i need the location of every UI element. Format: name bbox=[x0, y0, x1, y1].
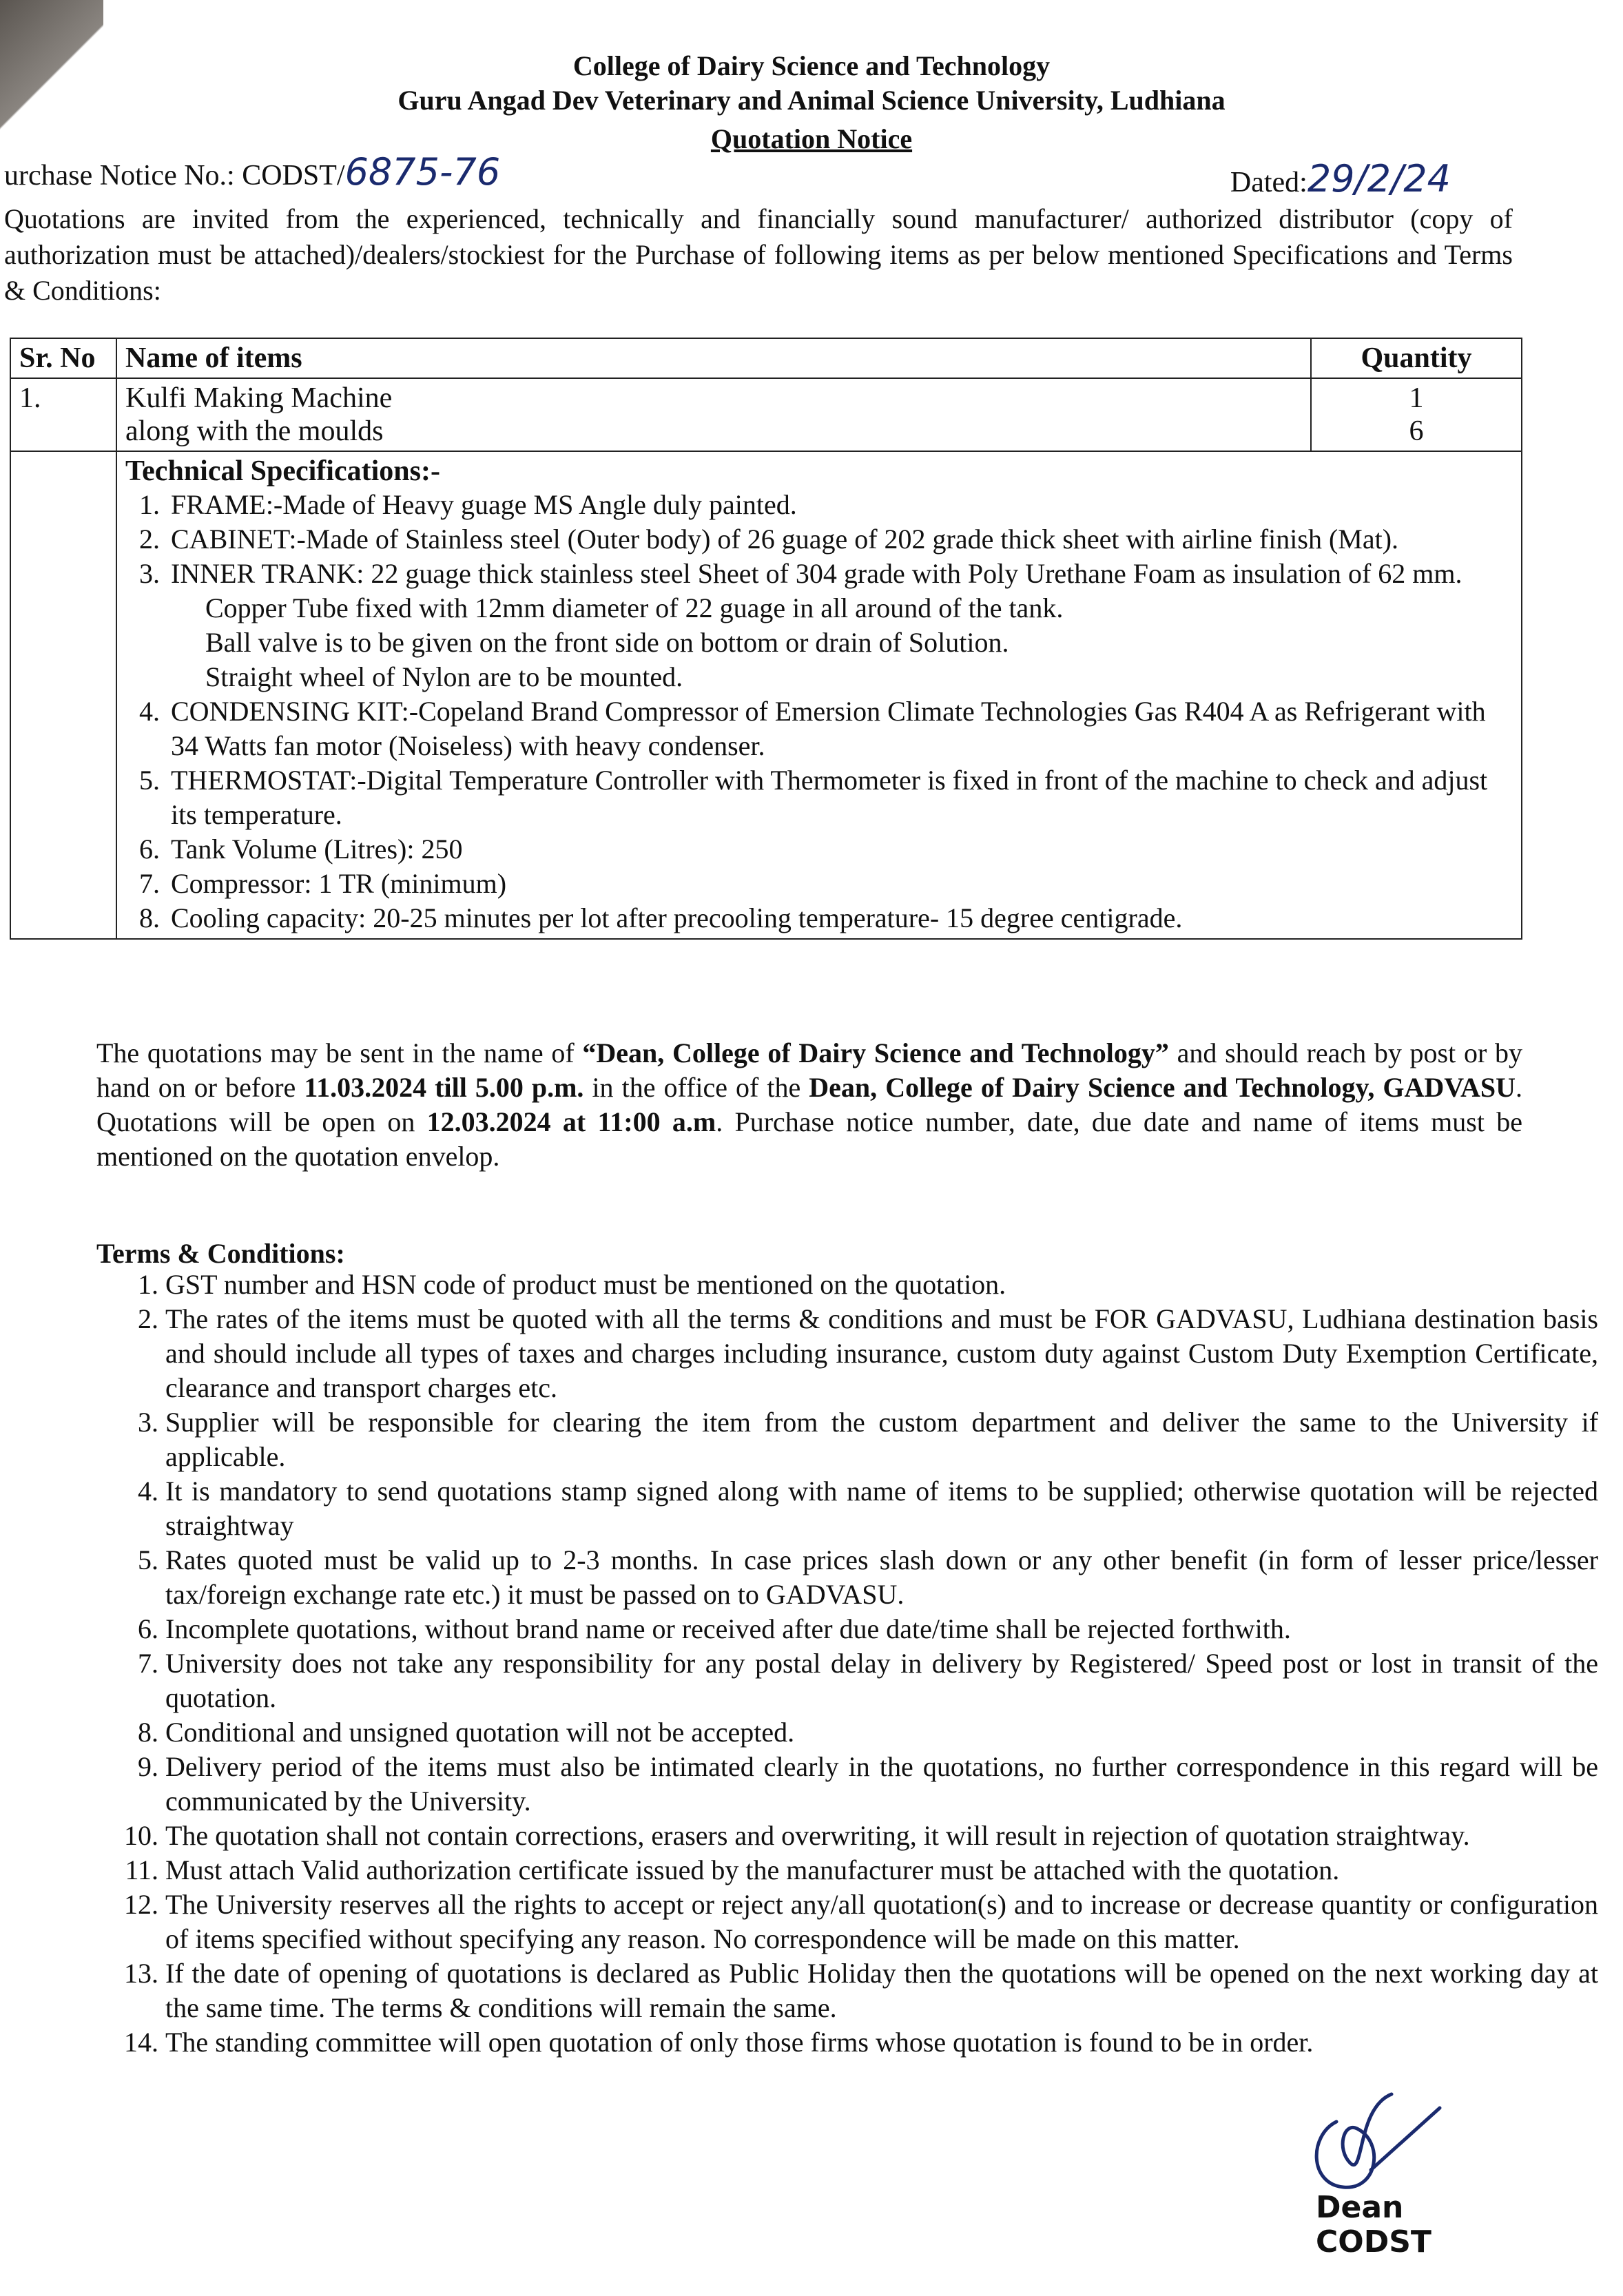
row-sr-no: 1. bbox=[10, 378, 116, 451]
term-item: 10. The quotation shall not contain corrections, erasers and overwriting, it will result in rejection of quotation straightway. bbox=[165, 1819, 1598, 1853]
term-item: 11. Must attach Valid authorization certificate issued by the manufacturer must be attached with the quotation. bbox=[165, 1853, 1598, 1888]
para-text: and should reach by post or by hand on or before bbox=[96, 1037, 1523, 1103]
qty-line-2: 6 bbox=[1409, 415, 1424, 447]
dated-line bbox=[1230, 157, 1451, 200]
term-item: 9. Delivery period of the items must also be intimated clearly in the quotations, no further correspondence in this regard will be communicated by the University. bbox=[165, 1750, 1598, 1819]
term-item: 7. University does not take any responsibility for any postal delay in delivery by Registered/ Speed post or lost in transit of the quotation. bbox=[165, 1646, 1598, 1715]
intro-paragraph: Quotations are invited from the experienced, technically and financially sound manufacturer/ authorized distributor (copy of authorization must be attached)/dealers/stockiest for the Purchase of following items as per below mentioned Specifications and Terms & Conditions: bbox=[4, 203, 1513, 306]
term-item: 8. Conditional and unsigned quotation will not be accepted. bbox=[165, 1715, 1598, 1750]
term-item: 4. It is mandatory to send quotations stamp signed along with name of items to be supplied; otherwise quotation will be rejected straightway bbox=[165, 1474, 1598, 1543]
college-name: College of Dairy Science and Technology bbox=[572, 50, 1051, 81]
para-bold: 11.03.2024 till 5.00 p.m. bbox=[304, 1072, 584, 1103]
term-item: 2. The rates of the items must be quoted with all the terms & conditions and must be FOR GADVASU, Ludhiana destination basis and should include all types of taxes and charges including insurance, custom duty against Custom Duty Exemption Certificate, clearance and transport charges etc. bbox=[165, 1302, 1598, 1405]
table-row bbox=[10, 378, 1522, 451]
spec-item: 8. Cooling capacity: 20-25 minutes per lot after precooling temperature- 15 degree centigrade. bbox=[167, 901, 1513, 935]
item-line-2: along with the moulds bbox=[125, 415, 384, 447]
row-item-name bbox=[116, 378, 1311, 451]
signatory-title: Dean bbox=[1316, 2190, 1404, 2225]
term-item: 3. Supplier will be responsible for clearing the item from the custom department and deliver the same to the University if applicable. bbox=[165, 1405, 1598, 1474]
spec-item: 1. FRAME:-Made of Heavy guage MS Angle duly painted. bbox=[167, 488, 1513, 522]
spec-subline: Copper Tube fixed with 12mm diameter of 22 guage in all around of the tank. bbox=[205, 592, 1064, 623]
term-item: 5. Rates quoted must be valid up to 2-3 months. In case prices slash down or any other benefit (in form of lesser price/lesser tax/foreign exchange rate etc.) it must be passed on to GADVASU. bbox=[165, 1543, 1598, 1612]
spec-subline: Straight wheel of Nylon are to be mounted. bbox=[205, 661, 683, 692]
header-quantity: Quantity bbox=[1311, 338, 1522, 378]
spec-title: Technical Specifications:- bbox=[125, 455, 440, 487]
spec-cell bbox=[116, 451, 1522, 939]
spec-item bbox=[167, 557, 1513, 694]
spec-item: 6. Tank Volume (Litres): 250 bbox=[167, 832, 1513, 867]
items-table bbox=[10, 338, 1522, 940]
spec-item: 2. CABINET:-Made of Stainless steel (Outer body) of 26 guage of 202 grade thick sheet with airline finish (Mat). bbox=[167, 522, 1513, 557]
purchase-notice-line bbox=[4, 150, 500, 194]
term-item: 1. GST number and HSN code of product must be mentioned on the quotation. bbox=[165, 1268, 1598, 1302]
term-item: 6. Incomplete quotations, without brand name or received after due date/time shall be rejected forthwith. bbox=[165, 1612, 1598, 1646]
terms-title: Terms & Conditions: bbox=[96, 1238, 345, 1269]
dated-label: Dated: bbox=[1230, 167, 1307, 198]
spec-item: 5. THERMOSTAT:-Digital Temperature Controller with Thermometer is fixed in front of the machine to check and adjust its temperature. bbox=[167, 763, 1513, 832]
signatory-office: CODST bbox=[1316, 2224, 1431, 2259]
item-line-1: Kulfi Making Machine bbox=[125, 382, 393, 414]
para-bold: Dean, College of Dairy Science and Technology, GADVASU bbox=[809, 1072, 1516, 1103]
table-header-row bbox=[10, 338, 1522, 378]
para-bold: 12.03.2024 at 11:00 a.m bbox=[426, 1106, 716, 1137]
university-name: Guru Angad Dev Veterinary and Animal Science University, Ludhiana bbox=[397, 85, 1226, 116]
spec-item-text: INNER TRANK: 22 guage thick stainless steel Sheet of 304 grade with Poly Urethane Foam as insulation of 62 mm. bbox=[171, 558, 1462, 589]
dated-value: 29/2/24 bbox=[1307, 157, 1451, 200]
para-text: in the office of the bbox=[583, 1072, 809, 1103]
submission-paragraph bbox=[96, 1036, 1522, 1174]
purchase-notice-label: urchase Notice No.: CODST/ bbox=[4, 160, 345, 192]
signatory-block bbox=[1316, 2191, 1431, 2259]
spec-subline: Ball valve is to be given on the front side on bottom or drain of Solution. bbox=[205, 627, 1009, 658]
spec-item: 4. CONDENSING KIT:-Copeland Brand Compressor of Emersion Climate Technologies Gas R404 A as Refrigerant with 34 Watts fan motor (Noiseless) with heavy condenser. bbox=[167, 694, 1513, 763]
spec-item: 7. Compressor: 1 TR (minimum) bbox=[167, 867, 1513, 901]
header-sr-no: Sr. No bbox=[10, 338, 116, 378]
spec-list bbox=[125, 488, 1513, 935]
term-item: 13. If the date of opening of quotations is declared as Public Holiday then the quotations will be opened on the next working day at the same time. The terms & conditions will remain the same. bbox=[165, 1956, 1598, 2025]
para-bold: “Dean, College of Dairy Science and Technology” bbox=[582, 1037, 1169, 1068]
term-item: 14. The standing committee will open quotation of only those firms whose quotation is found to be in order. bbox=[165, 2025, 1598, 2060]
purchase-notice-number: 6875-76 bbox=[344, 150, 501, 194]
para-text: The quotations may be sent in the name of bbox=[96, 1037, 583, 1068]
para-text: . Purchase notice number, date, due date and name of items must be mentioned on the quotation envelop. bbox=[96, 1106, 1522, 1172]
qty-line-1: 1 bbox=[1409, 382, 1424, 414]
para-text: . Quotations will be open on bbox=[96, 1072, 1522, 1137]
term-item: 12. The University reserves all the rights to accept or reject any/all quotation(s) and to increase or decrease quantity or configuration of items specified without specifying any reason. No correspondence will be made on this matter. bbox=[165, 1888, 1598, 1956]
row-quantity bbox=[1311, 378, 1522, 451]
terms-list bbox=[96, 1268, 1598, 2060]
notice-title: Quotation Notice bbox=[710, 123, 913, 154]
spec-sr-empty bbox=[10, 451, 116, 939]
header-name-of-items: Name of items bbox=[116, 338, 1311, 378]
spec-row bbox=[10, 451, 1522, 939]
